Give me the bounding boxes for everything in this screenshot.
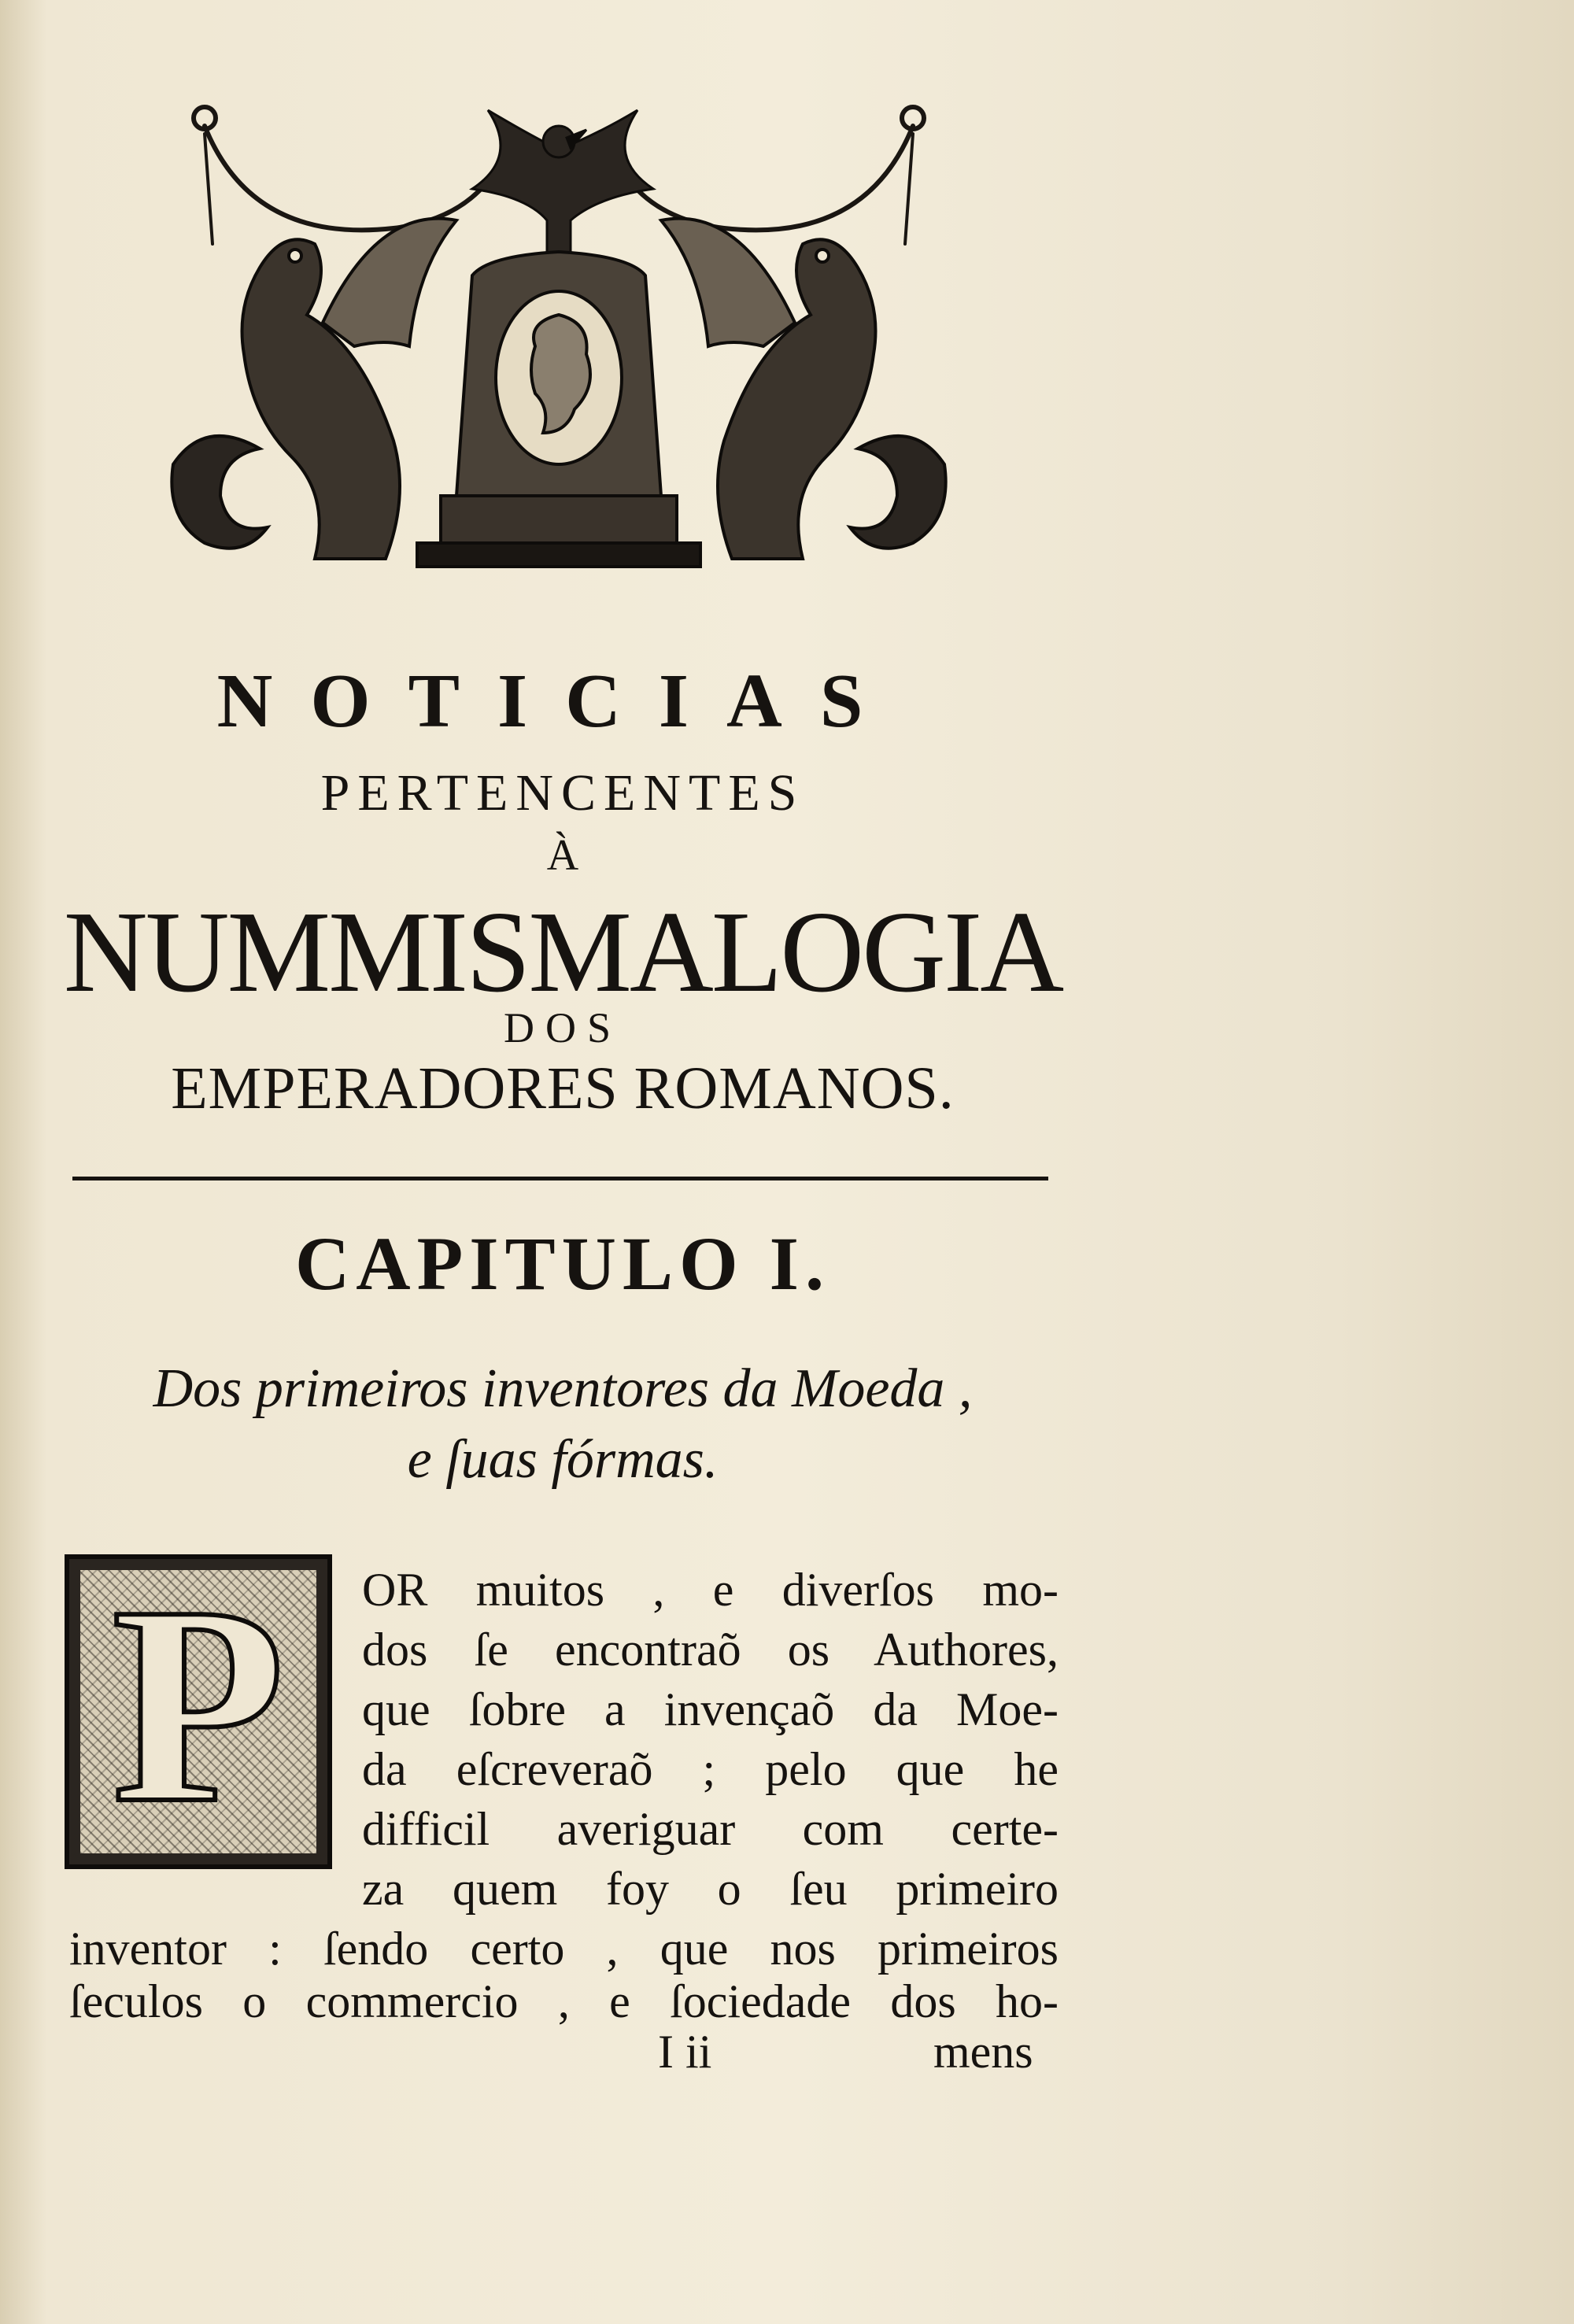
title-nummismalogia: NUMMISMALOGIA: [63, 888, 1062, 1017]
body-line: dos ſe encontraõ os Authores,: [362, 1624, 1059, 1676]
title-a-grave: À: [546, 831, 579, 880]
horizontal-rule: [72, 1177, 1048, 1180]
chapter-subtitle-line-2: e ſuas fórmas.: [407, 1429, 719, 1490]
title-dos: DOS: [503, 1004, 623, 1051]
catchword: mens: [933, 2026, 1033, 2078]
drop-cap-letter: P: [112, 1547, 285, 1861]
body-line: ſeculos o commercio , e ſociedade dos ho-: [69, 1975, 1059, 2027]
chapter-heading: CAPITULO I.: [294, 1221, 831, 1306]
body-line: difficil averiguar com certe-: [362, 1803, 1059, 1855]
body-line: OR muitos , e diverſos mo-: [362, 1564, 1059, 1616]
body-line: que ſobre a invençaõ da Moe-: [362, 1683, 1059, 1735]
eagle-griffins-headpiece-icon: [157, 87, 960, 622]
body-line: za quem foy o ſeu primeiro: [362, 1863, 1059, 1915]
signature-mark: I ii: [658, 2026, 712, 2078]
body-line: da eſcreveraõ ; pelo que he: [362, 1743, 1059, 1795]
body-line: inventor : ſendo certo , que nos primeiros: [69, 1923, 1059, 1975]
title-pertencentes: PERTENCENTES: [320, 764, 805, 822]
title-noticias: NOTICIAS: [216, 659, 901, 744]
decorated-initial-p-icon: [65, 1547, 332, 1869]
title-emperadores: EMPERADORES ROMANOS.: [171, 1055, 955, 1121]
chapter-subtitle-line-1: Dos primeiros inventores da Moeda ,: [153, 1358, 973, 1419]
